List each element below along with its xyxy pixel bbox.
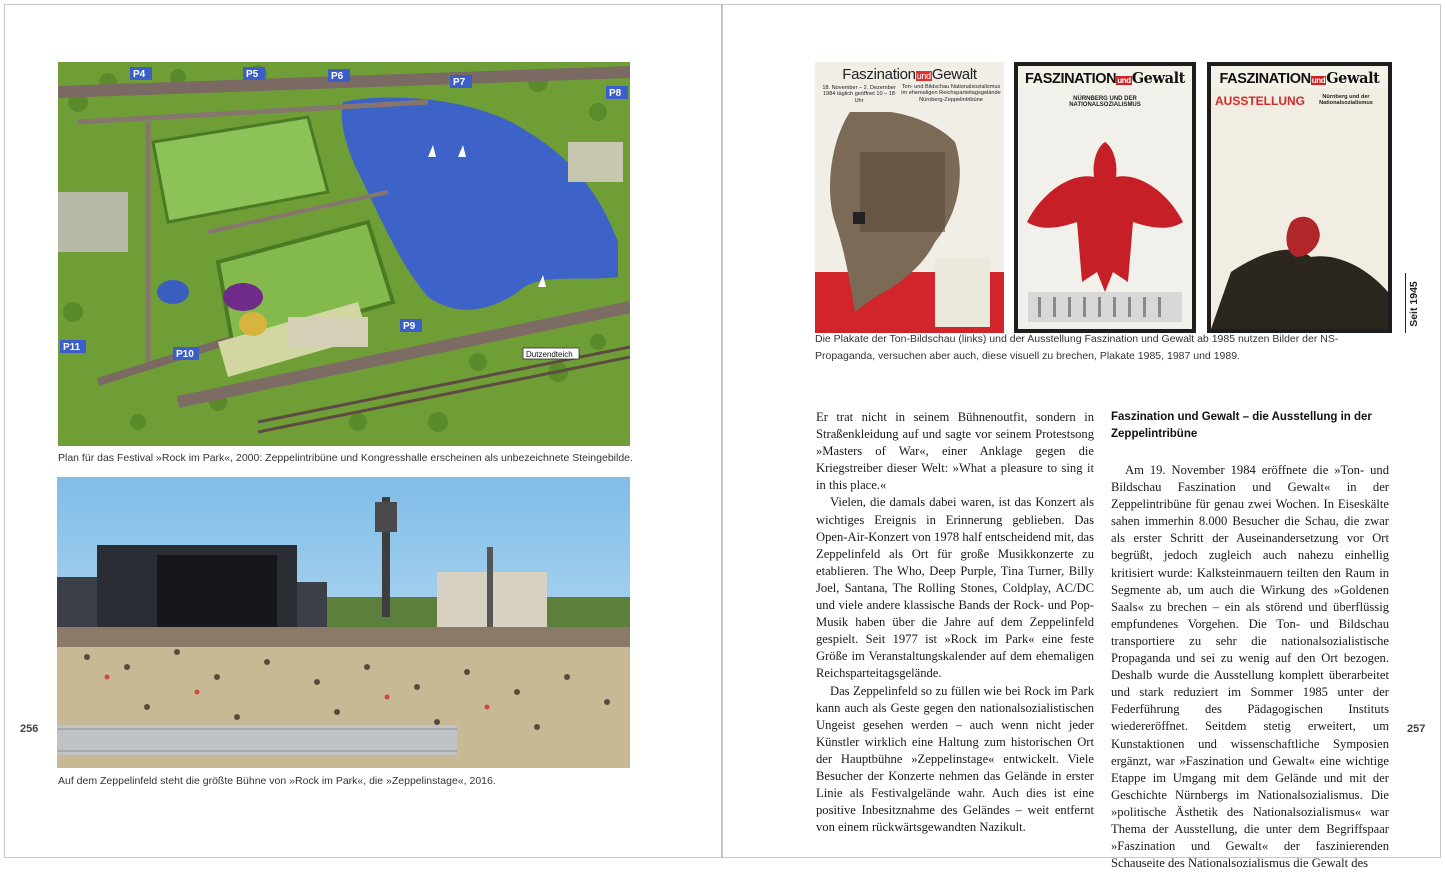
- poster-1-title-und: und: [916, 71, 931, 81]
- poster-1989: [1207, 62, 1392, 333]
- poster-1-title-b: Gewalt: [931, 66, 977, 83]
- poster-3-title-und: und: [1311, 76, 1326, 85]
- poster-2-title-und: und: [1117, 76, 1131, 85]
- poster-1987: [1014, 62, 1196, 333]
- map-label-p4: P4: [133, 69, 146, 80]
- poster-3-banner: AUSSTELLUNG: [1215, 94, 1305, 108]
- page-number-right: 257: [1407, 723, 1426, 735]
- map-label-p6: P6: [331, 71, 344, 82]
- map-caption: Plan für das Festival »Rock im Park«, 2000: Zeppelintribüne und Kongresshalle erscheinen als unbezeichnete Steingebilde.: [58, 452, 633, 464]
- poster-1985: [815, 62, 1004, 333]
- map-label-p7: P7: [453, 77, 466, 88]
- poster-3-title-a: FASZINATION: [1219, 71, 1311, 87]
- section-label: Seit 1945: [1408, 281, 1420, 327]
- section-divider: [1405, 273, 1406, 333]
- map-label-p9: P9: [403, 321, 416, 332]
- page-number-left: 256: [20, 723, 39, 735]
- column1-paragraph-2: Vielen, die damals dabei waren, ist das Konzert als wichtiges Ereignis in Erinnerung geblieben. Das Open-Air-Konzert von 1978 half entscheidend mit, das Zeppelinfeld als Ort für große Musikkonzerte zu etablieren. The Who, Deep Purple, Tina Turner, Billy Joel, Santana, The Rolling Stones, Coldplay, AC/DC und viele andere klassische Bands der Rock- und Pop-Musik haben über die Jahre auf dem Zeppelinfeld gespielt. Seit 1977 ist »Rock im Park« eine feste Größe im Veranstaltungskalender auf dem ehemaligen Reichsparteitagsgelände.: [816, 495, 1094, 681]
- poster-3-subtitle: Nürnberg und der Nationalsozialismus: [1319, 94, 1373, 107]
- poster-1-dates: 18. November – 2. Dezember 1984 täglich geöffnet 10 – 18 Uhr: [822, 85, 896, 104]
- photo-caption: Auf dem Zeppelinfeld steht die größte Bühne von »Rock im Park«, die »Zeppelinstage«, 2016.: [58, 775, 496, 787]
- book-gutter: [721, 4, 722, 858]
- poster-2-title-b: Gewalt: [1131, 70, 1185, 87]
- festival-stage-photo: [57, 477, 630, 768]
- festival-map-illustration: [58, 62, 630, 446]
- poster-1-title-a: Faszination: [842, 66, 916, 83]
- map-label-p5: P5: [246, 69, 259, 80]
- poster-3-title-b: Gewalt: [1326, 70, 1380, 87]
- column2-paragraph-1: Am 19. November 1984 eröffnete die »Ton- und Bildschau Faszination und Gewalt« in der Zeppelintribüne für genau zwei Wochen. In Eiseskälte sahen immerhin 8.000 Besucher die Schau, die zwar als erster Schritt der Auseinandersetzung vor Ort begrüßt, jedoch zugleich auch nahezu einhellig kritisiert wurde: Kalksteinmauern teilten den Raum in Segmente ab, um auch die Wirkung des »Goldenen Saals« zu brechen – ein als störend und überflüssig empfundenes Vorgehen. Die Ton- und Bildschau transportiere zu sehr die nationalsozialistische Propaganda und sei zu wenig auf den Ort bezogen. Deshalb wurde die Ausstellung komplett überarbeitet und stark reduziert im Sommer 1985 unter der Federführung des Pädagogischen Instituts wiedereröffnet. Seitdem stetig erweitert, um Kunstaktionen und wissenschaftliche Symposien ergänzt, war »Faszination und Gewalt« eine wichtige Etappe im Umgang mit dem Gelände und mit der Geschichte Nürnbergs im Nationalsozialismus. Die »politische Ästhetik des Nationalsozialismus« war Thema der Ausstellung, die unter dem Begriffspaar »Faszination und Gewalt« der faszinierenden Schauseite des Nationalsozialismus die Gewalt des: [1111, 463, 1389, 871]
- column1-paragraph-3: Das Zeppelinfeld so zu füllen wie bei Rock im Park kann auch als Geste gegen den nationalsozialistischen Ungeist gesehen werden – auch wenn nicht jeder Künstler wirklich eine Haltung zum historischen Ort der Hauptbühne »Zeppelinstage« entwickelt. Viele Besucher der Konzerte nehmen das Gelände in erster Linie als Festivalgelände wahr. Auch dies ist eine positive Inbesitznahme des Geländes – weit entfernt von einem rückwärtsgewandten Nazikult.: [816, 683, 1094, 835]
- poster-2-title-a: FASZINATION: [1025, 71, 1117, 87]
- column2-heading: Faszination und Gewalt – die Ausstellung in der Zeppelintribüne: [1111, 411, 1372, 440]
- text-column-2: [1111, 409, 1389, 872]
- map-label-p10: P10: [176, 349, 194, 360]
- poster-1-subtitle: Ton- und Bildschau Nationalsozialismus im ehemaligen Reichsparteitagsgelände Nürnberg-Zeppelintribüne: [901, 84, 1001, 103]
- map-label-p8: P8: [609, 88, 622, 99]
- map-sign-dutzendteich: Dutzendteich: [526, 350, 573, 359]
- posters-caption: Die Plakate der Ton-Bildschau (links) und der Ausstellung Faszination und Gewalt ab 1985 nutzen Bilder der NS-Propaganda, versuchen aber auch, diese visuell zu brechen, Plakate 1985, 1987 und 1989.: [815, 333, 1339, 362]
- poster-2-subtitle: NÜRNBERG UND DER NATIONALSOZIALISMUS: [1069, 96, 1141, 109]
- column1-paragraph-1: Er trat nicht in seinem Bühnenoutfit, sondern in Straßenkleidung auf und sagte vor seinem Protestsong »Masters of War«, einer Anklage gegen die Kriegstreiber dieser Welt: »What a pleasure to sing it in this place.«: [816, 410, 1094, 493]
- text-column-1: [816, 409, 1094, 836]
- map-label-p11: P11: [63, 342, 81, 353]
